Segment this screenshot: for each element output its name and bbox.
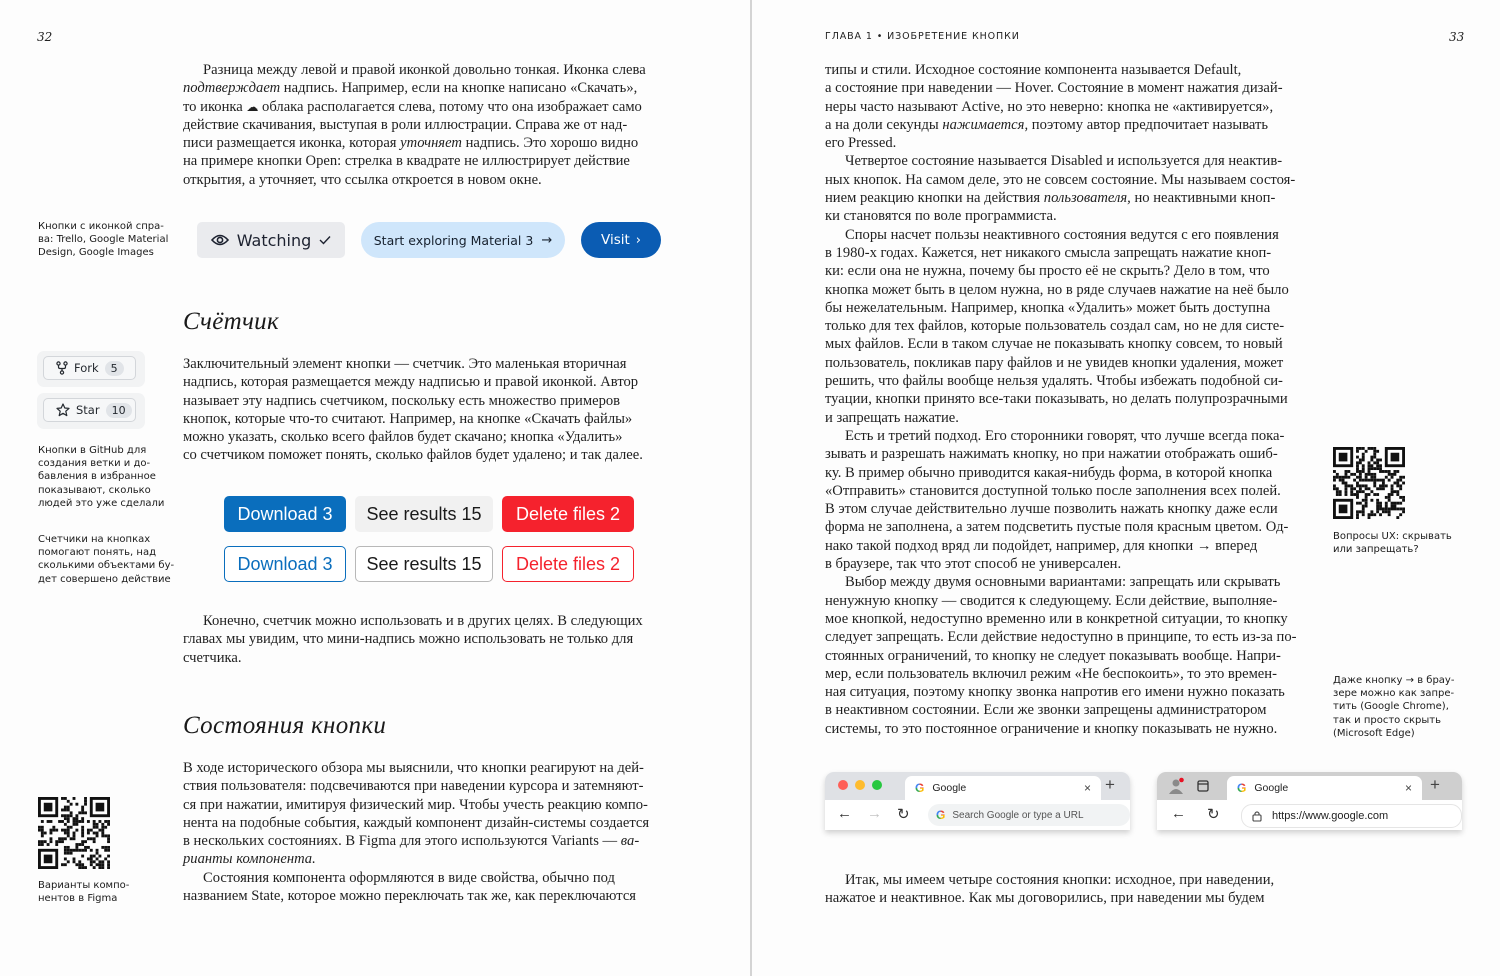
chevron-right-icon: › [635, 232, 641, 248]
text-line: счетчика. [183, 649, 242, 666]
start-exploring-material-button[interactable] [361, 222, 565, 258]
star-label: Star [76, 403, 100, 417]
github-star-wrapper [37, 393, 145, 429]
cloud-download-icon: ☁ [246, 99, 259, 114]
text-line: ки: если она не нужна, почему бы просто её не скрыть? Дело в том, что [825, 263, 1270, 280]
text-line: решить, что файлы вообще нельзя удалять. Чтобы избежать подобной си- [825, 373, 1283, 390]
delete-files-button-outlined[interactable]: Delete files 2 [502, 546, 634, 582]
watching-button[interactable] [197, 222, 345, 258]
download-button-filled[interactable]: Download 3 [224, 496, 346, 532]
text-line: следует запрещать. Если действие недоступно в принципе, то есть из-за по- [825, 629, 1297, 646]
text-line: ки становятся по воле программиста. [825, 208, 1057, 225]
chrome-omnibox[interactable] [928, 804, 1130, 826]
edge-address-bar[interactable] [1241, 804, 1462, 828]
text-line: типы и стили. Исходное состояние компонента называется Default, [825, 62, 1242, 78]
running-head: ГЛАВА 1 • ИЗОБРЕТЕНИЕ КНОПКИ [825, 31, 1020, 42]
google-logo-icon: G [1237, 781, 1247, 795]
text-line: Четвертое состояние называется Disabled и используется для неактив- [845, 153, 1283, 170]
page-number: 32 [37, 30, 53, 44]
visit-button[interactable] [581, 222, 661, 258]
text-line: мое кнопкой, недоступно временно или в конкретной ситуации, то кнопку [825, 610, 1288, 627]
text-line: названием State, которое можно переключать так же, как переключаются [183, 888, 637, 905]
tab-title: Google [1254, 782, 1289, 794]
address-url: https://www.google.com [1272, 810, 1389, 822]
omnibox-placeholder: Search Google or type a URL [952, 809, 1084, 821]
text-line: со счетчиком поможет понять, сколько файлов будет удалено; и так далее. [183, 447, 643, 464]
reload-icon[interactable]: ↻ [1207, 806, 1220, 823]
intro-paragraph [183, 61, 646, 189]
arrow-right-icon: → [541, 232, 553, 248]
github-fork-button[interactable] [43, 356, 136, 380]
heading-counter: Счётчик [183, 308, 279, 335]
text-line: нием реакцию кнопки на действия пользователя, но неактивными кноп- [825, 190, 1276, 207]
text-line: «Отправить» становится доступной только после заполнения всех полей. [825, 482, 1281, 499]
see-results-button-filled[interactable]: See results 15 [355, 496, 493, 532]
text-line: открытия, а уточняет, что ссылка откроется в новом окне. [183, 171, 542, 188]
minimize-window-dot[interactable] [855, 780, 865, 790]
text-line: ку. В пример обычно приводится какая-нибудь форма, в которой кнопка [825, 464, 1273, 481]
text-line: то иконка ☁ облака располагается слева, потому что она изображает само [183, 98, 642, 115]
check-icon [319, 235, 331, 245]
states-continued-paragraph [825, 61, 1297, 738]
maximize-window-dot[interactable] [872, 780, 882, 790]
text-line: ся при нажатии, имитируя физический мир. Чтобы учесть реакцию компо- [183, 796, 648, 813]
caption-right-icon-buttons: Кнопки с иконкой спра- ва: Trello, Google Material Design, Google Images [38, 221, 169, 259]
fork-label: Fork [74, 361, 99, 375]
text-line: Есть и третий подход. Его сторонники говорят, что лучше всегда пока- [845, 427, 1285, 444]
text-line: кнопка может быть в целом нужна, но в ряде случаев нажатие на неё было [825, 281, 1289, 298]
see-results-button-outlined[interactable]: See results 15 [355, 546, 493, 582]
text-line: пользователь, покликав пару файлов и не увидев кнопки удаления, может [825, 354, 1284, 371]
caption-browser-forward: Даже кнопку → в брау- зере можно как запре- тить (Google Chrome), так и просто скрыть (Microsoft Edge) [1333, 675, 1455, 739]
fork-icon [56, 361, 68, 375]
text-line: рианты компонента. [183, 851, 316, 868]
lock-icon [1252, 810, 1262, 822]
back-arrow-icon[interactable]: ← [1171, 805, 1186, 822]
tab-title: Google [932, 782, 967, 794]
text-line: в браузере, так что этот способ не универсален. [825, 556, 1122, 573]
chrome-browser-mock [825, 772, 1130, 830]
after-counter-paragraph [183, 612, 643, 667]
github-star-button[interactable] [43, 398, 136, 422]
text-line: форма не заполнена, а затем подсветить пустые поля красным цветом. Од- [825, 519, 1289, 536]
profile-avatar-icon[interactable] [1167, 777, 1185, 795]
text-line: туации, кнопки принято все-таки показывать, но делать полупрозрачными [825, 391, 1288, 408]
text-line: мых файлов. Если в таком случае не показывать кнопку совсем, то новый [825, 336, 1283, 353]
caption-figma: Варианты компо- нентов в Figma [38, 880, 130, 905]
text-line: ных кнопок. На самом деле, это не совсем состояние. Мы называем состоя- [825, 171, 1296, 188]
text-line: мер, если пользователь включил режим «Не беспокоить», то это времен- [825, 665, 1277, 682]
text-line: ствия пользователя: подсвечиваются при наведении курсора и затемняют- [183, 778, 644, 795]
eye-icon [211, 233, 229, 247]
download-button-outlined[interactable]: Download 3 [224, 546, 346, 582]
final-paragraph [825, 871, 1274, 908]
edge-browser-mock [1157, 772, 1462, 830]
text-line: только для тех файлов, которые пользователь создал сам, но не для систе- [825, 318, 1285, 335]
text-line: в неактивном состоянии. Если же звонки запрещены администратором [825, 702, 1267, 719]
text-line: надпись, которая размещается между надписью и правой иконкой. Автор [183, 374, 639, 391]
star-icon [56, 403, 70, 417]
text-line: нента на подобные события, каждый компонент дизайн-системы создается [183, 814, 650, 831]
new-tab-icon[interactable]: + [1430, 775, 1440, 794]
visit-label: Visit [601, 232, 630, 248]
material-label: Start exploring Material 3 [373, 232, 534, 248]
chrome-tab-bar [825, 772, 1130, 800]
text-line: нажатое и неактивное. Как мы договорились, при наведении мы будем [825, 890, 1265, 907]
text-line: ненужную кнопку — сводится к следующему. Если действие, выполняе- [825, 592, 1278, 609]
text-line: и запрещать нажатие. [825, 409, 959, 426]
text-line: в 1980-х годах. Кажется, нет никакого смысла запрещать нажатие кноп- [825, 244, 1272, 261]
counter-paragraph [183, 355, 643, 465]
text-line: системы, то это постоянное ограничение и кнопку показывать не нужно. [825, 720, 1278, 737]
text-line: писи размещается иконка, которая уточняет надпись. Это хорошо видно [183, 135, 639, 152]
caption-github-buttons: Кнопки в GitHub для создания ветки и до- бавления в избранное показывают, сколько людей это уже сделали [38, 445, 165, 509]
close-tab-icon[interactable]: × [1083, 781, 1091, 795]
text-line: В этом случае действительно лучше позволить нажать кнопку даже если [825, 501, 1278, 518]
text-line: на примере кнопки Open: стрелка в квадрате не иллюстрирует действие [183, 153, 630, 170]
text-line: Разница между левой и правой иконкой довольно тонкая. Иконка слева [203, 62, 646, 78]
text-line: Заключительный элемент кнопки — счетчик. Это маленькая вторичная [183, 356, 627, 372]
text-line: Споры насчет пользы неактивного состояния ведутся с его появления [845, 226, 1279, 243]
text-line: В ходе исторического обзора мы выяснили, что кнопки реагируют на дей- [183, 760, 644, 776]
edge-tab-google[interactable] [1227, 776, 1422, 800]
new-tab-icon[interactable]: + [1105, 775, 1115, 794]
text-line: кнопок, которые что-то считают. Например, на кнопке «Скачать файлы» [183, 410, 633, 427]
star-count: 10 [106, 403, 132, 418]
google-logo-icon: G [915, 781, 925, 795]
edge-tab-bar [1157, 772, 1462, 800]
reload-icon[interactable]: ↻ [897, 806, 910, 823]
qr-code-figma-variants[interactable] [38, 797, 110, 869]
text-line: Состояния компонента оформляются в виде свойства, обычно под [203, 869, 615, 886]
text-line: действие скачивания, выступая в роли иллюстрации. Справа же от над- [183, 116, 628, 133]
page-number: 33 [1449, 30, 1465, 44]
text-line: а на доли секунды нажимается, поэтому автор предпочитает называть [825, 116, 1269, 133]
close-window-dot[interactable] [838, 780, 848, 790]
watching-label: Watching [236, 230, 312, 250]
text-line: стоянных ограничений, то кнопку не следует показывать вообще. Напри- [825, 647, 1281, 664]
text-line: а состояние при наведении — Hover. Состояние в момент нажатия дизай- [825, 80, 1283, 97]
chrome-tab-google[interactable] [905, 776, 1101, 800]
text-line: называет эту надпись счетчиком, поскольку есть множество примеров [183, 392, 621, 409]
states-paragraph [183, 759, 649, 905]
text-line: в нескольких состояниях. В Figma для этого используются Variants — ва- [183, 833, 640, 850]
text-line: Конечно, счетчик можно использовать и в других целях. В следующих [203, 613, 643, 629]
text-line: бы нежелательным. Например, кнопка «Удалить» может быть доступна [825, 299, 1271, 316]
edge-toolbar [1157, 800, 1462, 830]
text-line: его Pressed. [825, 135, 897, 152]
heading-button-states: Состояния кнопки [183, 712, 387, 739]
text-line: можно указать, сколько всего файлов будет скачано; кнопка «Удалить» [183, 429, 623, 446]
chrome-toolbar [825, 800, 1130, 830]
google-logo-icon: G [936, 808, 946, 822]
text-line: неры часто называют Active, но это неверно: кнопка не «активируется», [825, 98, 1274, 115]
caption-ux-questions: Вопросы UX: скрывать или запрещать? [1333, 531, 1452, 556]
text-line: зывать и разрешать нажимать кнопку, но при нажатии отображать ошиб- [825, 446, 1278, 463]
text-line: нако такой подход вряд ли подойдет, например, для кнопки → вперед [825, 537, 1258, 554]
tab-actions-icon[interactable] [1197, 780, 1209, 792]
forward-arrow-icon-disabled: → [867, 805, 882, 822]
github-fork-wrapper [37, 351, 145, 387]
close-tab-icon[interactable]: × [1404, 781, 1412, 795]
text-line: главах мы увидим, что мини-надпись можно использовать не только для [183, 631, 634, 648]
qr-code-ux-questions[interactable] [1333, 447, 1405, 519]
back-arrow-icon[interactable]: ← [837, 805, 852, 822]
text-line: подтверждает надпись. Например, если на кнопке написано «Скачать», [183, 80, 638, 97]
delete-files-button-filled[interactable]: Delete files 2 [502, 496, 634, 532]
fork-count: 5 [105, 361, 124, 376]
text-line: Выбор между двумя основными вариантами: запрещать или скрывать [845, 574, 1281, 591]
text-line: ная ситуация, поэтому кнопку звонка напротив его имени нужно показать [825, 684, 1285, 701]
caption-counters: Счетчики на кнопках помогают понять, над сколькими объектами бу- дет совершено действие [38, 534, 175, 585]
text-line: Итак, мы имеем четыре состояния кнопки: исходное, при наведении, [845, 872, 1275, 888]
